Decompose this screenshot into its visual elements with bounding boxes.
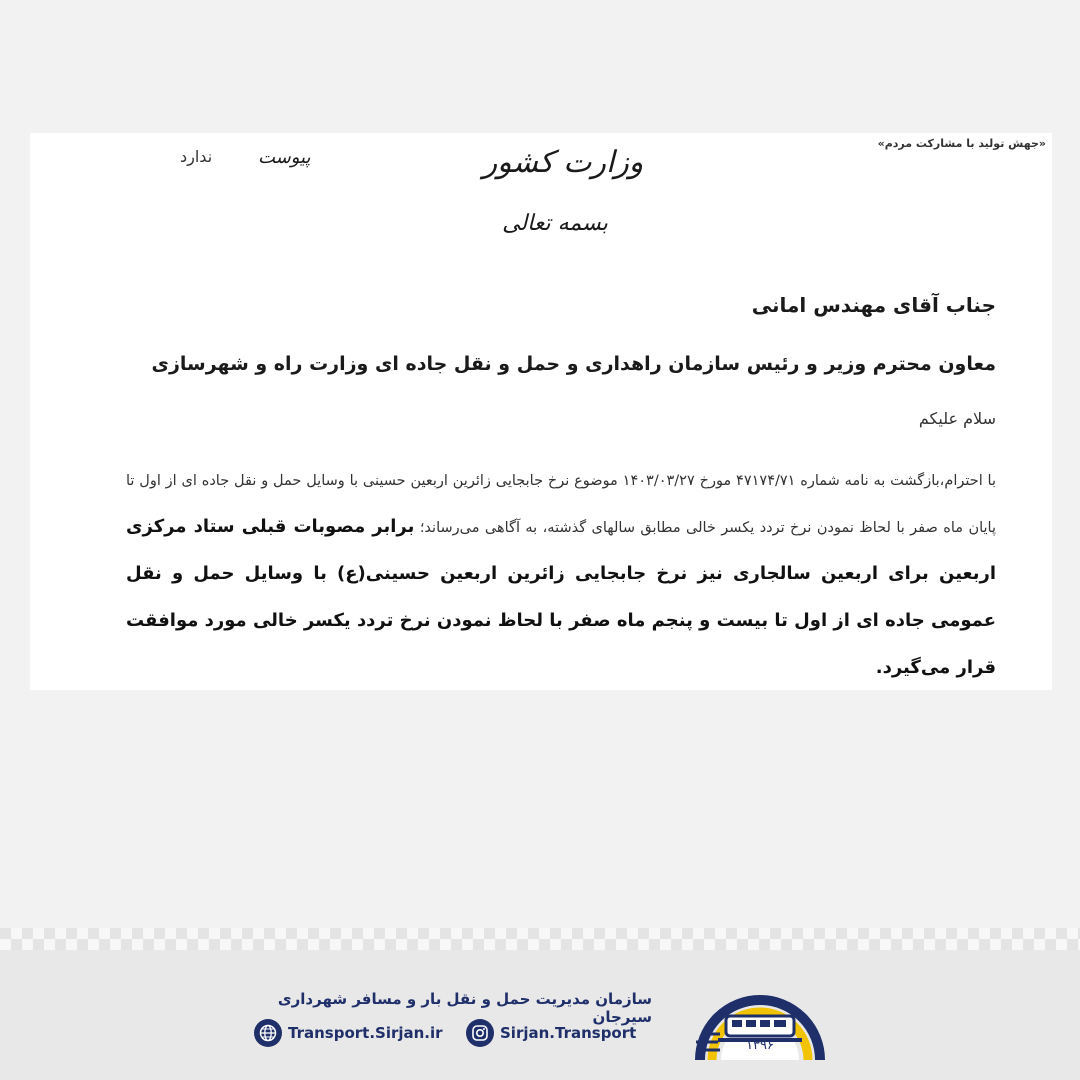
instagram-text: Sirjan.Transport	[500, 1024, 637, 1042]
letter-body	[126, 458, 996, 692]
greeting: سلام علیکم	[918, 409, 996, 428]
attachment-value: ندارد	[180, 147, 213, 166]
checker-divider	[0, 928, 1080, 950]
letter-scan	[30, 133, 1052, 690]
instagram-icon	[466, 1019, 494, 1047]
website-text: Transport.Sirjan.ir	[288, 1024, 443, 1042]
addressee-title: معاون محترم وزیر و رئیس سازمان راهداری و حمل و نقل جاده ای وزارت راه و شهرسازی	[151, 353, 996, 375]
organization-logo	[690, 968, 830, 1078]
letter-body-normal: با احترام،بازگشت به نامه شماره ۴۷۱۷۴/۷۱ مورخ ۱۴۰۳/۰۳/۲۷ موضوع نرخ جابجایی زائرین اربعین حسینی با وسایل حمل و نقل جاده ای از اول تا پایان ماه صفر با لحاظ نمودن نرخ تردد یکسر خالی مطابق سالهای گذشته، به آگاهی می‌رساند؛	[126, 473, 997, 536]
addressee-name: جناب آقای مهندس امانی	[751, 293, 996, 317]
letter-body-bold: برابر مصوبات قبلی ستاد مرکزی اربعین برای اربعین سالجاری نیز نرخ جابجایی زائرین اربعین حسینی(ع) با وسایل حمل و نقل عمومی جاده ای از اول تا بیست و پنجم ماه صفر با لحاظ نمودن نرخ تردد یکسر خالی مورد موافقت قرار می‌گیرد.	[126, 516, 996, 678]
letter-slogan: «جهش تولید با مشارکت مردم»	[877, 137, 1046, 150]
organization-name: سازمان مدیریت حمل و نقل بار و مسافر شهرداری سیرجان	[277, 990, 652, 1026]
logo-emblem-icon	[690, 968, 830, 1078]
footer	[0, 950, 1080, 1080]
logo-year: ۱۳۹۶	[746, 1038, 774, 1053]
website-link[interactable]	[254, 1018, 443, 1048]
instagram-link[interactable]	[466, 1018, 636, 1048]
attachment-label: پیوست	[258, 147, 311, 168]
basmala: بسمه تعالی	[502, 211, 608, 236]
ministry-header: وزارت کشور	[482, 145, 644, 180]
globe-icon	[254, 1019, 282, 1047]
